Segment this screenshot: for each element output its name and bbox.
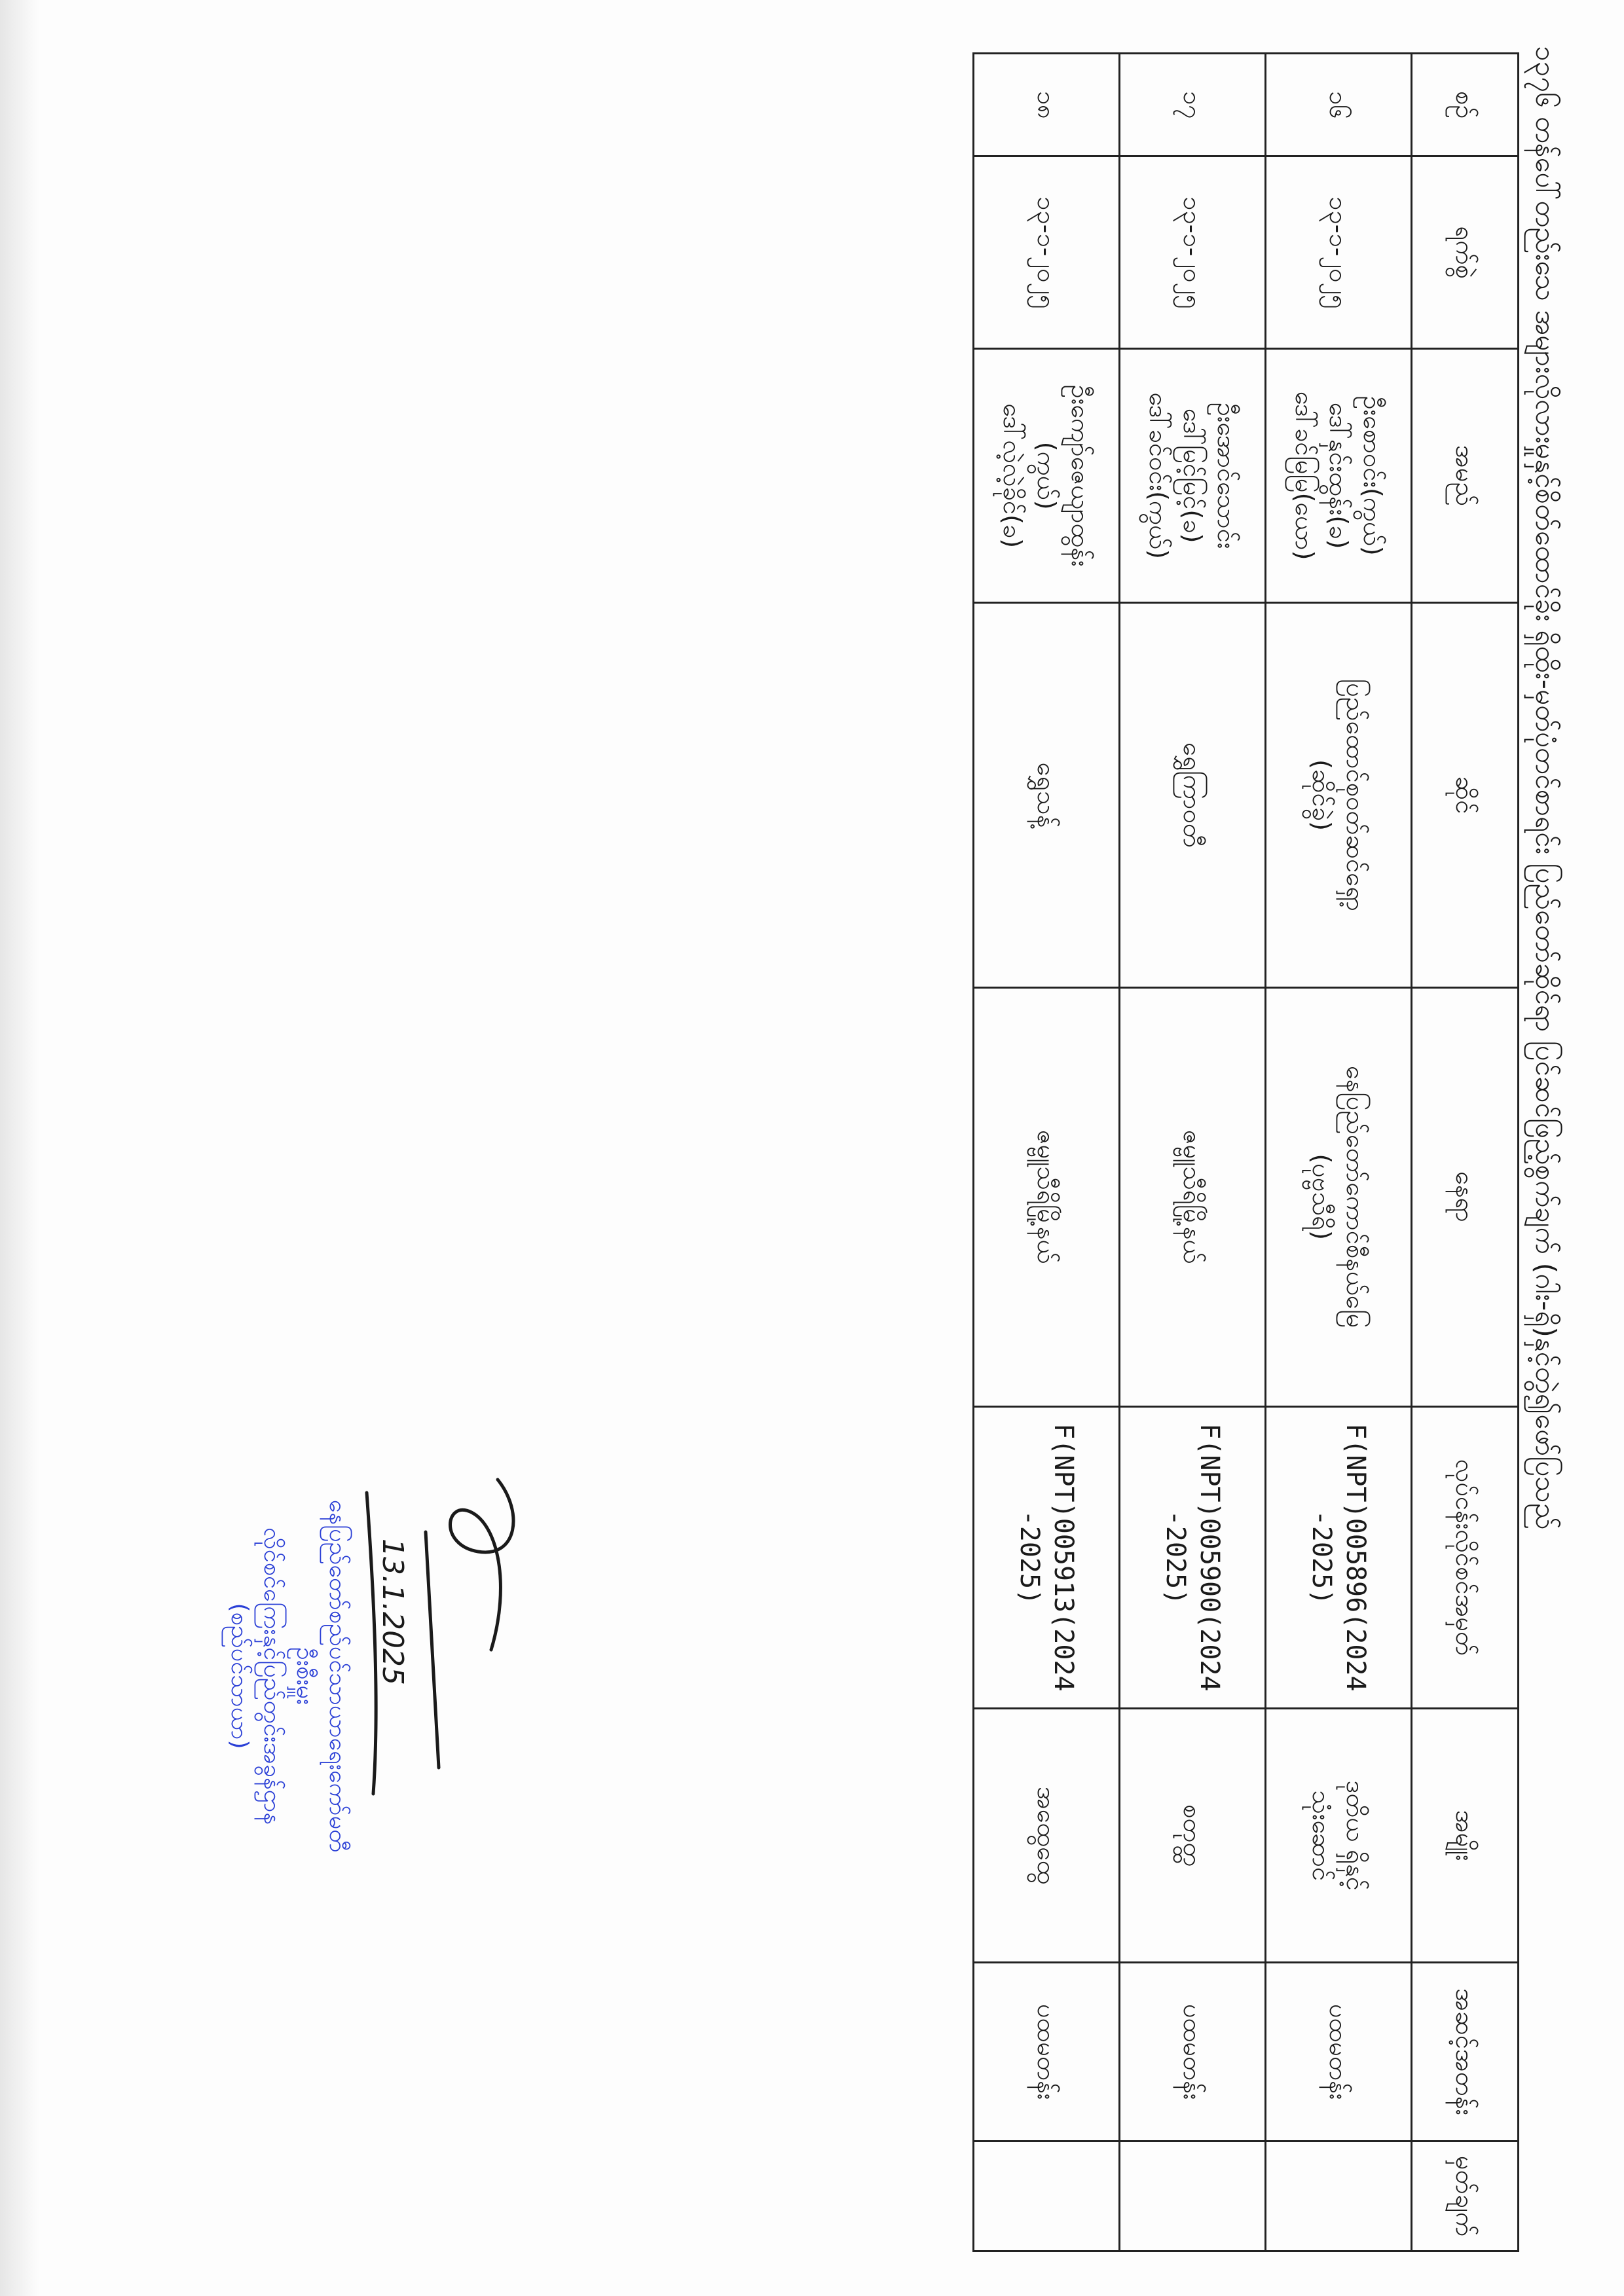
header-remark: မှတ်ချက် xyxy=(1412,2141,1519,2251)
cell-type: စတုတ္ထ xyxy=(1120,1709,1266,1963)
header-place: နေရာ xyxy=(1412,987,1519,1406)
stamp-line-1: နေပြည်တော်စည်ပင်သာယာရေးကော်မတီ xyxy=(324,1499,351,1853)
cell-license: F(NPT)005900(2024-2025) xyxy=(1120,1406,1266,1709)
cell-name: ဦးစောဝင်း(ကွယ်) ဒေါ်နှင်းထွန်း(ခ) ဒေါ်ခင်မြမြ(ယော) xyxy=(1266,349,1412,603)
cell-no: ၁၇ xyxy=(1120,54,1266,156)
cell-grade: ပထမတန်း xyxy=(974,1963,1120,2141)
header-name: အမည် xyxy=(1412,349,1519,603)
cell-date: ၁၃-၁-၂၀၂၅ xyxy=(1266,156,1412,349)
table-header-row xyxy=(1412,54,1519,2251)
cell-shop: ရွှေသန့် xyxy=(974,603,1120,987)
cell-remark xyxy=(1120,2141,1266,2251)
cell-place: ဇမ္ဗူသီရိမြို့နယ် xyxy=(1120,987,1266,1406)
stamp-line-2: ဦးစီးမှူး xyxy=(291,1647,318,1705)
signature xyxy=(341,1453,537,1807)
cell-date: ၁၃-၁-၂၀၂၅ xyxy=(1120,156,1266,349)
cell-license: F(NPT)005913(2024-2025) xyxy=(974,1406,1120,1709)
cell-remark xyxy=(974,2141,1120,2251)
signature-date: 13.1.2025 xyxy=(376,1539,409,1685)
registration-table xyxy=(972,52,1519,2252)
cell-shop: ရွှေကြာဝတီ xyxy=(1120,603,1266,987)
cell-type: ဒုတိယ ရှိနှင့် သုံးဆောင် xyxy=(1266,1709,1412,1963)
cell-shop: ပြည်ထောင်စုဝတ်ဆင်ရှော့ (ဆိုင်ခွဲ) xyxy=(1266,603,1412,987)
header-type: အမျိုး xyxy=(1412,1709,1519,1963)
official-stamp xyxy=(223,1427,354,1925)
cell-no: ၁၈ xyxy=(974,54,1120,156)
header-license: လုပ်ငန်းလိုင်စင်အမှတ် xyxy=(1412,1406,1519,1709)
cell-place: နေပြည်တော်ကောင်စီနယ်မြေ (ပုဗ္ဗသီရိ) xyxy=(1266,987,1412,1406)
stamp-line-4: (စည်ပင်သာယာ) xyxy=(226,1603,253,1749)
cell-grade: ပထမတန်း xyxy=(1266,1963,1412,2141)
table-row xyxy=(1120,54,1266,2251)
table-row xyxy=(974,54,1120,2251)
cell-remark xyxy=(1266,2141,1412,2251)
cell-no: ၁၆ xyxy=(1266,54,1412,156)
cell-name: ဦးကျော်ဇေယျာထွန်း (ကွယ်) ဒေါ်လဲ့လဲ့ခိုင်(ခ) xyxy=(974,349,1120,603)
header-grade: အဆင့်အတန်း xyxy=(1412,1963,1519,2141)
cell-date: ၁၃-၁-၂၀၂၅ xyxy=(974,156,1120,349)
document-title: ၁၃၇၆ တန်ပေါ်တည်းသေ အများလိုလားမှုနှင့်စိတ်ထောင်ခိုး ရှိထိုး-မှတ်ပုံတင်စာရင်း ပြည်တော်ဆိုင်ရာ ပြင်ဆင်ဖြည့်စွက်ချက် (ဂါး-ရှိ)နှင့်တွဲ၍ဖော်ပြသည် xyxy=(1530,46,1562,1530)
cell-place: ဇမ္ဗူသီရိမြို့နယ် xyxy=(974,987,1120,1406)
stamp-line-3: လိုင်စင်ကြေးနှင့်ပြည်တွင်းအခွန်ဌာန xyxy=(259,1527,286,1825)
table-row xyxy=(1266,54,1412,2251)
header-date: ရက်စွဲ xyxy=(1412,156,1519,349)
cell-type: အထွေထွေ xyxy=(974,1709,1120,1963)
header-no: စဉ် xyxy=(1412,54,1519,156)
cell-grade: ပထမတန်း xyxy=(1120,1963,1266,2141)
cell-license: F(NPT)005896(2024-2025) xyxy=(1266,1406,1412,1709)
cell-name: ဦးအောင်သောင်း ဒေါ်မြင့်မြင့်(ခ) ဒေါ်ခင်ဝင်း(ကွယ်) xyxy=(1120,349,1266,603)
header-shop: ဆိုင် xyxy=(1412,603,1519,987)
